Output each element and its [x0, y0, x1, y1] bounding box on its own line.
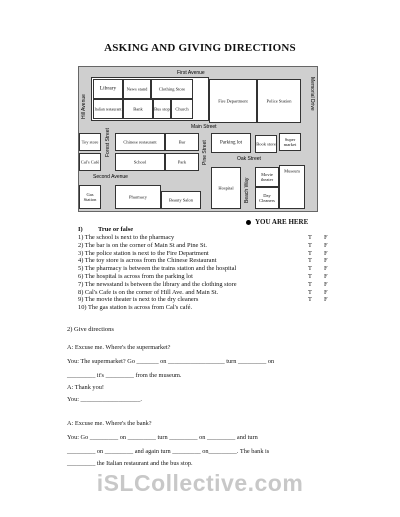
list-item: [78, 257, 338, 265]
true-option[interactable]: T: [308, 296, 312, 304]
false-option[interactable]: F: [324, 272, 328, 280]
true-option[interactable]: T: [308, 241, 312, 249]
statement-text: 6) The hospital is across from the parking lot: [78, 272, 193, 280]
bus-stop-label: Bus stop: [154, 106, 170, 112]
list-item: [78, 289, 338, 297]
hospital-label: Hospital: [218, 185, 234, 191]
bank-building: [123, 99, 153, 119]
beauty-salon-building: [161, 191, 201, 209]
memorial-drive-label: Memorial Drive: [309, 77, 315, 111]
movie-theater-label: Movie theater: [260, 172, 274, 182]
true-option[interactable]: T: [308, 280, 312, 288]
list-item: [78, 250, 338, 258]
dialog1-line: A: Thank you!: [67, 384, 104, 391]
newsstand-label: News stand: [126, 86, 148, 92]
supermarket-label: Super market: [283, 137, 297, 147]
dialog2-line[interactable]: _________ the Italian restaurant and the bus stop.: [67, 460, 193, 467]
hospital-building: [211, 167, 241, 209]
clothing-store-label: Clothing Store: [158, 86, 186, 92]
list-item: [78, 234, 338, 242]
dry-cleaners-label: Day Cleaners: [259, 193, 275, 203]
true-option[interactable]: T: [308, 234, 312, 241]
list-item: [78, 281, 338, 289]
false-option[interactable]: F: [324, 257, 328, 265]
false-option[interactable]: F: [324, 265, 328, 273]
statement-text: 4) The toy store is across from the Chinese Restaurant: [78, 257, 217, 265]
false-option[interactable]: F: [324, 241, 328, 249]
list-item: [78, 265, 338, 273]
movie-theater-building: [255, 167, 279, 187]
bullet-icon: [246, 220, 251, 225]
dialog2-line[interactable]: _________ on _________ and again turn _________ on_________. The bank is: [67, 448, 270, 455]
main-street-label: Main Street: [191, 124, 217, 130]
statement-text: 7) The newsstand is between the library and the clothing store: [78, 280, 237, 288]
true-false-list: [78, 234, 338, 312]
newsstand-building: [123, 79, 151, 99]
you-are-here-label: YOU ARE HERE: [255, 218, 309, 226]
you-are-here-legend: [246, 218, 308, 226]
town-map: [78, 66, 318, 212]
pharmacy-building: [115, 185, 161, 209]
pharmacy-label: Pharmacy: [129, 194, 147, 200]
true-option[interactable]: T: [308, 272, 312, 280]
library-label: Library: [99, 85, 117, 92]
clothing-store-building: [151, 79, 193, 99]
list-item: [78, 304, 338, 312]
true-option[interactable]: T: [308, 257, 312, 265]
chinese-restaurant-building: [115, 133, 165, 151]
statement-text: 3) The police station is next to the Fire Department: [78, 249, 209, 257]
library-building: [93, 79, 123, 99]
beach-way-label: Beach Way: [244, 177, 250, 203]
fire-department-building: [209, 79, 257, 123]
book-store-building: [255, 135, 277, 153]
dialog2-line: A: Excuse me. Where's the bank?: [67, 420, 152, 427]
list-item: [78, 296, 338, 304]
church-label: Church: [175, 106, 189, 112]
statement-text: 9) The movie theater is next to the dry cleaners: [78, 296, 199, 304]
page-title: ASKING AND GIVING DIRECTIONS: [104, 42, 296, 54]
dialog1-line[interactable]: You: ___________________.: [67, 396, 142, 403]
italian-restaurant-label: Italian restaurant: [94, 106, 122, 112]
parking-lot: [211, 133, 251, 153]
gas-station-label: Gas Station: [83, 192, 97, 202]
bar-building: [165, 133, 199, 151]
false-option[interactable]: F: [324, 288, 328, 296]
false-option[interactable]: F: [324, 249, 328, 257]
oak-street-label: Oak Street: [237, 156, 261, 162]
true-false-heading: [78, 226, 133, 233]
police-station-label: Police Station: [266, 98, 292, 104]
toy-store-building: [79, 133, 101, 151]
cals-cafe-building: [79, 153, 101, 171]
park-label: Park: [177, 159, 187, 165]
dialog1-line[interactable]: You: The supermarket? Go _______ on __________________ turn _________ on: [67, 358, 275, 365]
false-option[interactable]: F: [324, 280, 328, 288]
dialog2-line[interactable]: You: Go _________ on _________ turn _________ on _________ and turn: [67, 434, 258, 441]
false-option[interactable]: F: [324, 234, 328, 241]
site-watermark: iSLCollective.com: [96, 470, 304, 496]
gas-station-building: [79, 185, 101, 209]
true-option[interactable]: T: [308, 265, 312, 273]
statement-text: 5) The pharmacy is between the trains station and the hospital: [78, 265, 237, 273]
fire-department-label: Fire Department: [218, 98, 248, 104]
first-avenue-label: First Avenue: [177, 70, 205, 76]
list-item: [78, 273, 338, 281]
book-store-label: Book store: [256, 141, 276, 147]
list-item: [78, 242, 338, 250]
section-heading: True or false: [98, 226, 134, 233]
toy-store-label: Toy store: [81, 139, 99, 145]
cals-cafe-label: Cal's Café: [80, 159, 100, 165]
dry-cleaners-building: [255, 187, 279, 209]
second-avenue-label: Second Avenue: [93, 174, 128, 180]
church-building: [171, 99, 193, 119]
italian-restaurant-building: [93, 99, 123, 119]
school-label: School: [133, 159, 147, 165]
supermarket-building: [279, 133, 301, 151]
bar-label: Bar: [178, 139, 186, 145]
bus-stop: [153, 99, 171, 119]
police-station-building: [257, 79, 301, 123]
forest-street-label: Forest Street: [105, 128, 111, 157]
school-building: [115, 153, 165, 171]
hill-avenue-label: Hill Avenue: [81, 94, 87, 119]
statement-text: 1) The school is next to the pharmacy: [78, 234, 175, 241]
directions-heading: 2) Give directions: [67, 326, 114, 333]
museum-building: [279, 165, 305, 209]
parking-lot-label: Parking lot: [219, 140, 243, 146]
museum-label: Museum: [284, 168, 300, 174]
bank-label: Bank: [133, 106, 143, 112]
pine-street-label: Pine Street: [202, 140, 208, 165]
statement-text: 8) Cal's Cafe is on the corner of Hill Ave. and Main St.: [78, 288, 219, 296]
beauty-salon-label: Beauty Salon: [168, 197, 194, 203]
dialog1-line: A: Excuse me. Where's the supermarket?: [67, 344, 171, 351]
true-option[interactable]: T: [308, 288, 312, 296]
chinese-restaurant-label: Chinese restaurant: [123, 139, 157, 145]
dialog1-line[interactable]: _________ it's _________ from the museum.: [67, 372, 182, 379]
statement-text: 2) The bar is on the corner of Main St and Pine St.: [78, 241, 207, 249]
park: [165, 153, 199, 171]
statement-text: 10) The gas station is across from Cal's café.: [78, 304, 193, 312]
true-option[interactable]: T: [308, 249, 312, 257]
section-number: I): [78, 226, 83, 233]
false-option[interactable]: F: [324, 296, 328, 304]
